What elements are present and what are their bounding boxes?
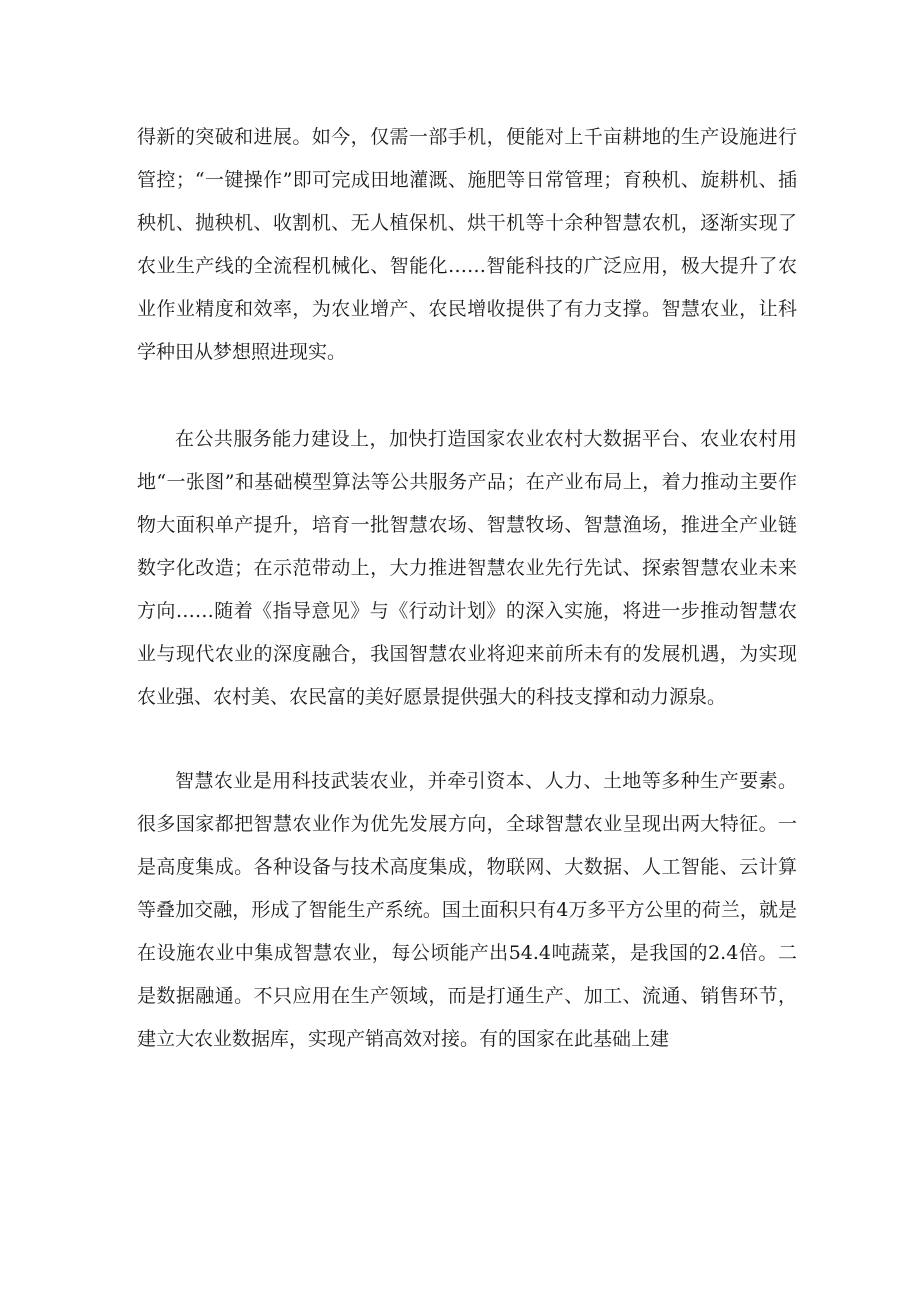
paragraph-3: 智慧农业是用科技武装农业，并牵引资本、人力、土地等多种生产要素。很多国家都把智慧农业作为优先发展方向，全球智慧农业呈现出两大特征。一是高度集成。各种设备与技术高度集成，物联网、大数据、人工智能、云计算等叠加交融，形成了智能生产系统。国土面积只有4万多平方公里的荷兰，就是在设施农业中集成智慧农业，每公顷能产出54.4吨蔬菜，是我国的2.4倍。二是数据融通。不只应用在生产领域，而是打通生产、加工、流通、销售环节，建立大农业数据库，实现产销高效对接。有的国家在此基础上建: [137, 770, 797, 1050]
paragraph-2: 在公共服务能力建设上，加快打造国家农业农村大数据平台、农业农村用地“一张图”和基础模型算法等公共服务产品；在产业布局上，着力推动主要作物大面积单产提升，培育一批智慧农场、智慧牧场、智慧渔场，推进全产业链数字化改造；在示范带动上，大力推进智慧农业先行先试、探索智慧农业未来方向……随着《指导意见》与《行动计划》的深入实施，将进一步推动智慧农业与现代农业的深度融合，我国智慧农业将迎来前所未有的发展机遇，为实现农业强、农村美、农民富的美好愿景提供强大的科技支撑和动力源泉。: [137, 428, 797, 708]
paragraph-1: 得新的突破和进展。如今，仅需一部手机，便能对上千亩耕地的生产设施进行管控；“一键操作”即可完成田地灌溉、施肥等日常管理；育秧机、旋耕机、插秧机、抛秧机、收割机、无人植保机、烘干机等十余种智慧农机，逐渐实现了农业生产线的全流程机械化、智能化……智能科技的广泛应用，极大提升了农业作业精度和效率，为农业增产、农民增收提供了有力支撑。智慧农业，让科学种田从梦想照进现实。: [137, 126, 797, 363]
